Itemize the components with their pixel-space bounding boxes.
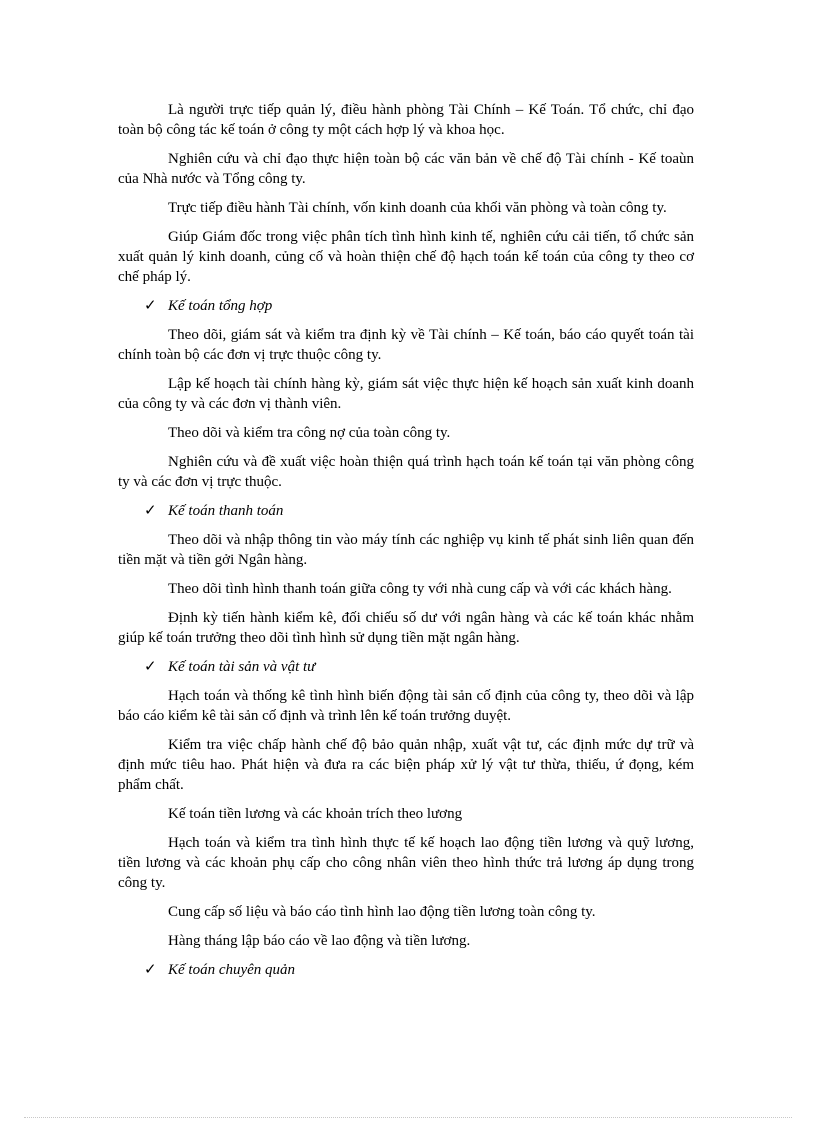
paragraph: Nghiên cứu và đề xuất việc hoàn thiện quá trình hạch toán kế toán tại văn phòng công ty và các đơn vị trực thuộc. xyxy=(118,454,694,490)
document-body xyxy=(118,100,694,989)
section-heading-thanh-toan xyxy=(118,501,694,521)
section-heading-tong-hop xyxy=(118,296,694,316)
paragraph: Trực tiếp điều hành Tài chính, vốn kinh doanh của khối văn phòng và toàn công ty. xyxy=(168,200,667,216)
section-heading-chuyen-quan xyxy=(118,960,694,980)
section-heading-tai-san xyxy=(118,657,694,677)
section-heading-label: Kế toán tài sản và vật tư xyxy=(168,659,316,675)
checkmark-icon: ✓ xyxy=(144,298,157,314)
paragraph: Theo dõi tình hình thanh toán giữa công ty với nhà cung cấp và với các khách hàng. xyxy=(168,581,672,597)
paragraph: Hạch toán và kiểm tra tình hình thực tế kế hoạch lao động tiền lương và quỹ lương, tiền lương và các khoản phụ cấp cho công nhân viên theo hình thức trả lương áp dụng trong công ty. xyxy=(118,835,694,891)
section-heading-label: Kế toán thanh toán xyxy=(168,503,284,519)
paragraph: Hàng tháng lập báo cáo về lao động và tiền lương. xyxy=(168,933,471,949)
paragraph: Giúp Giám đốc trong việc phân tích tình hình kinh tế, nghiên cứu cải tiến, tổ chức sản xuất quản lý kinh doanh, củng cố và hoàn thiện chế độ hạch toán kế toán của công ty theo cơ chế pháp lý. xyxy=(118,229,694,285)
paragraph: Kế toán tiền lương và các khoản trích theo lương xyxy=(168,806,463,822)
paragraph: Là người trực tiếp quản lý, điều hành phòng Tài Chính – Kế Toán. Tổ chức, chỉ đạo toàn bộ công tác kế toán ở công ty một cách hợp lý và khoa học. xyxy=(118,102,694,138)
section-heading-label: Kế toán tổng hợp xyxy=(168,298,273,314)
paragraph: Theo dõi và kiểm tra công nợ của toàn công ty. xyxy=(168,425,451,441)
checkmark-icon: ✓ xyxy=(144,962,157,978)
paragraph: Kiểm tra việc chấp hành chế độ bảo quản nhập, xuất vật tư, các định mức dự trữ và định mức tiêu hao. Phát hiện và đưa ra các biện pháp xử lý vật tư thừa, thiếu, ứ đọng, kém phẩm chất. xyxy=(118,737,694,793)
paragraph: Lập kế hoạch tài chính hàng kỳ, giám sát việc thực hiện kế hoạch sản xuất kinh doanh của công ty và các đơn vị thành viên. xyxy=(118,376,694,412)
page-bottom-divider xyxy=(24,1117,792,1118)
paragraph: Cung cấp số liệu và báo cáo tình hình lao động tiền lương toàn công ty. xyxy=(168,904,596,920)
checkmark-icon: ✓ xyxy=(144,659,157,675)
paragraph: Nghiên cứu và chỉ đạo thực hiện toàn bộ các văn bản về chế độ Tài chính - Kế toaùn của Nhà nước và Tổng công ty. xyxy=(118,151,694,187)
paragraph: Theo dõi và nhập thông tin vào máy tính các nghiệp vụ kinh tế phát sinh liên quan đến tiền mặt và tiền gởi Ngân hàng. xyxy=(118,532,694,568)
section-heading-label: Kế toán chuyên quản xyxy=(168,962,296,978)
checkmark-icon: ✓ xyxy=(144,503,157,519)
paragraph: Theo dõi, giám sát và kiểm tra định kỳ về Tài chính – Kế toán, báo cáo quyết toán tài chính toàn bộ các đơn vị trực thuộc công ty. xyxy=(118,327,694,363)
paragraph: Định kỳ tiến hành kiểm kê, đối chiếu số dư với ngân hàng và các kế toán khác nhằm giúp kế toán trưởng theo dõi tình hình sử dụng tiền mặt ngân hàng. xyxy=(118,610,694,646)
paragraph: Hạch toán và thống kê tình hình biến động tài sản cố định của công ty, theo dõi và lập báo cáo kiểm kê tài sản cố định và trình lên kế toán trưởng duyệt. xyxy=(118,688,694,724)
